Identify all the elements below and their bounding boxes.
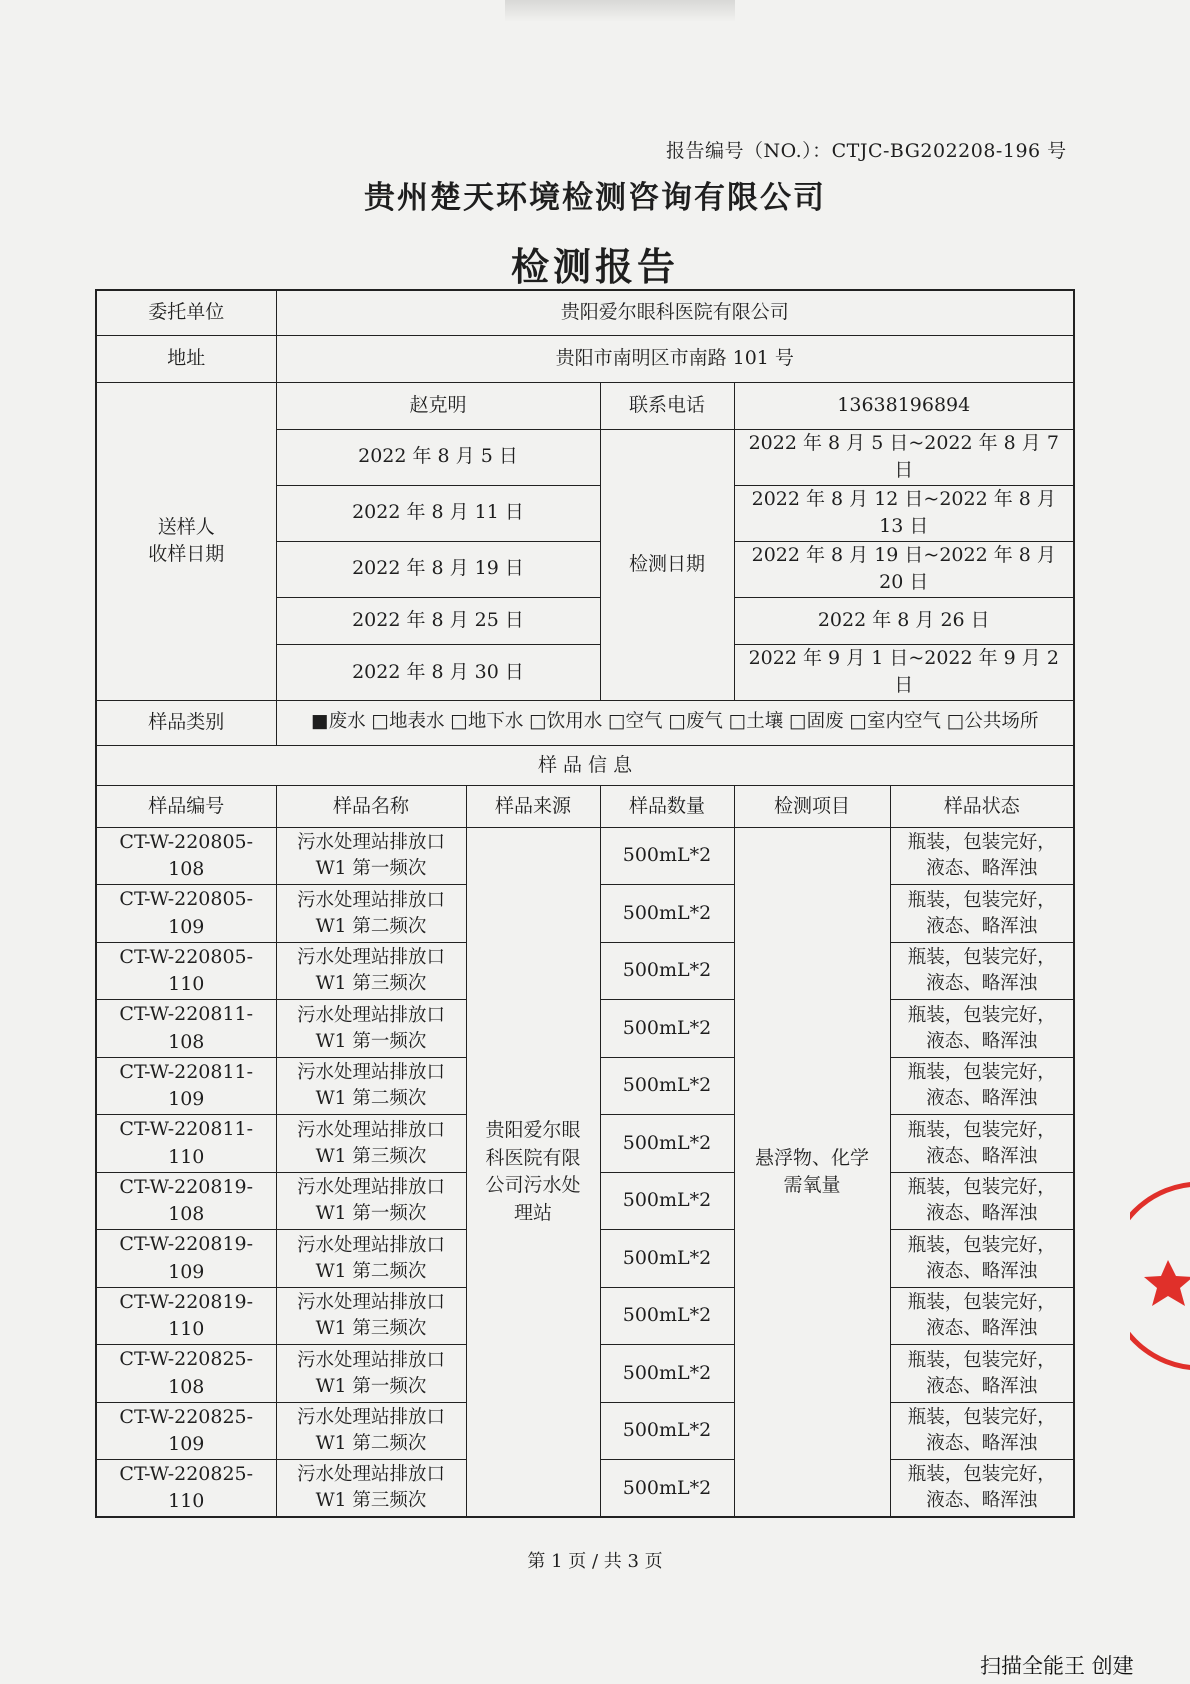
sample-state-line2: 液态、略浑浊 xyxy=(926,1318,1038,1340)
sample-state-line1: 瓶装，包装完好， xyxy=(907,1349,1056,1371)
sample-name-line2: W1 第二频次 xyxy=(315,1088,427,1110)
sample-name xyxy=(276,827,466,885)
sample-name-line2: W1 第三频次 xyxy=(315,1490,427,1512)
sample-qty: 500mL*2 xyxy=(600,1402,734,1460)
sample-state xyxy=(890,1402,1074,1460)
sample-state-line2: 液态、略浑浊 xyxy=(926,1490,1038,1512)
sample-state-line2: 液态、略浑浊 xyxy=(926,1203,1038,1225)
phone-label: 联系电话 xyxy=(600,382,734,429)
client-label: 委托单位 xyxy=(96,290,276,335)
sample-name xyxy=(276,885,466,943)
sample-source: 贵阳爱尔眼科医院有限公司污水处理站 xyxy=(466,827,600,1517)
header-sample-qty: 样品数量 xyxy=(600,785,734,827)
header-test-items: 检测项目 xyxy=(734,785,890,827)
sample-name-line1: 污水处理站排放口 xyxy=(296,1119,445,1141)
sample-id: CT-W-220819-110 xyxy=(96,1287,276,1345)
header-sample-name: 样品名称 xyxy=(276,785,466,827)
sample-name-line1: 污水处理站排放口 xyxy=(296,1234,445,1256)
sample-id: CT-W-220819-108 xyxy=(96,1172,276,1230)
sample-name-line1: 污水处理站排放口 xyxy=(296,1292,445,1314)
sender-label-line2: 收样日期 xyxy=(148,543,225,566)
receive-date: 2022 年 8 月 25 日 xyxy=(276,597,600,644)
document-title: 检测报告 xyxy=(510,244,679,289)
receive-date: 2022 年 8 月 11 日 xyxy=(276,485,600,541)
sample-state xyxy=(890,827,1074,885)
phone-value: 13638196894 xyxy=(734,382,1074,429)
sample-name xyxy=(276,1057,466,1115)
sample-id: CT-W-220805-110 xyxy=(96,942,276,1000)
sample-state xyxy=(890,885,1074,943)
sender-row xyxy=(96,382,1074,429)
sample-qty: 500mL*2 xyxy=(600,885,734,943)
sample-name xyxy=(276,1115,466,1173)
sample-state-line2: 液态、略浑浊 xyxy=(926,973,1038,995)
detect-date: 2022 年 9 月 1 日~2022 年 9 月 2 日 xyxy=(734,644,1074,700)
sample-state-line1: 瓶装，包装完好， xyxy=(907,1292,1056,1314)
sample-state xyxy=(890,1345,1074,1403)
detect-date: 2022 年 8 月 26 日 xyxy=(734,597,1074,644)
sample-state-line1: 瓶装，包装完好， xyxy=(907,1234,1056,1256)
sample-state-line2: 液态、略浑浊 xyxy=(926,1088,1038,1110)
sample-state-line2: 液态、略浑浊 xyxy=(926,1375,1038,1397)
sample-name-line2: W1 第一频次 xyxy=(315,1203,427,1225)
sample-name-line2: W1 第二频次 xyxy=(315,1260,427,1282)
sample-state-line1: 瓶装，包装完好， xyxy=(907,1177,1056,1199)
sample-name-line2: W1 第一频次 xyxy=(315,858,427,880)
receive-date: 2022 年 8 月 19 日 xyxy=(276,541,600,597)
sample-state-line1: 瓶装，包装完好， xyxy=(907,1407,1056,1429)
address-row xyxy=(96,335,1074,382)
sample-name-line2: W1 第三频次 xyxy=(315,1145,427,1167)
sender-label-line1: 送样人 xyxy=(157,515,215,538)
sample-name xyxy=(276,1460,466,1518)
header-sample-state: 样品状态 xyxy=(890,785,1074,827)
sample-state xyxy=(890,1172,1074,1230)
sender-label xyxy=(96,382,276,700)
sample-qty: 500mL*2 xyxy=(600,1000,734,1058)
sample-name-line2: W1 第二频次 xyxy=(315,915,427,937)
company-name: 贵州楚天环境检测咨询有限公司 xyxy=(364,180,826,216)
sample-state-line1: 瓶装，包装完好， xyxy=(907,1004,1056,1026)
category-value: ■废水 □地表水 □地下水 □饮用水 □空气 □废气 □土壤 □固废 □室内空气 □公共场所 xyxy=(276,700,1074,745)
sample-name-line2: W1 第一频次 xyxy=(315,1030,427,1052)
sample-qty: 500mL*2 xyxy=(600,1287,734,1345)
client-value: 贵阳爱尔眼科医院有限公司 xyxy=(276,290,1074,335)
sample-qty: 500mL*2 xyxy=(600,1057,734,1115)
sample-header-row xyxy=(96,785,1074,827)
sample-name-line1: 污水处理站排放口 xyxy=(296,889,445,911)
client-row xyxy=(96,290,1074,335)
sample-state-line1: 瓶装，包装完好， xyxy=(907,1119,1056,1141)
test-items: 悬浮物、化学需氧量 xyxy=(734,827,890,1517)
header-sample-id: 样品编号 xyxy=(96,785,276,827)
category-row xyxy=(96,700,1074,745)
sample-state xyxy=(890,1460,1074,1518)
sample-id: CT-W-220805-108 xyxy=(96,827,276,885)
receive-date: 2022 年 8 月 30 日 xyxy=(276,644,600,700)
sample-qty: 500mL*2 xyxy=(600,827,734,885)
detect-date: 2022 年 8 月 5 日~2022 年 8 月 7 日 xyxy=(734,429,1074,485)
sample-qty: 500mL*2 xyxy=(600,1345,734,1403)
sample-qty: 500mL*2 xyxy=(600,1230,734,1288)
sample-qty: 500mL*2 xyxy=(600,942,734,1000)
sample-id: CT-W-220825-109 xyxy=(96,1402,276,1460)
sample-id: CT-W-220825-108 xyxy=(96,1345,276,1403)
sample-name-line1: 污水处理站排放口 xyxy=(296,1177,445,1199)
sample-name-line2: W1 第三频次 xyxy=(315,973,427,995)
sample-qty: 500mL*2 xyxy=(600,1460,734,1518)
sample-state xyxy=(890,1000,1074,1058)
sample-name-line1: 污水处理站排放口 xyxy=(296,832,445,854)
sample-name xyxy=(276,1172,466,1230)
sample-state-line2: 液态、略浑浊 xyxy=(926,915,1038,937)
detect-date-label: 检测日期 xyxy=(600,429,734,700)
page-number: 第 1 页 / 共 3 页 xyxy=(527,1551,663,1572)
sample-state-line2: 液态、略浑浊 xyxy=(926,1260,1038,1282)
scan-shadow xyxy=(505,0,735,22)
sample-row xyxy=(96,827,1074,885)
sample-name xyxy=(276,1000,466,1058)
receive-date: 2022 年 8 月 5 日 xyxy=(276,429,600,485)
sender-name: 赵克明 xyxy=(276,382,600,429)
sample-name-line1: 污水处理站排放口 xyxy=(296,1349,445,1371)
sample-id: CT-W-220811-110 xyxy=(96,1115,276,1173)
sample-state xyxy=(890,1230,1074,1288)
sample-name xyxy=(276,942,466,1000)
sample-name-line2: W1 第三频次 xyxy=(315,1318,427,1340)
sample-info-title-row xyxy=(96,745,1074,785)
sample-name-line1: 污水处理站排放口 xyxy=(296,1407,445,1429)
sample-name-line2: W1 第二频次 xyxy=(315,1433,427,1455)
sample-state xyxy=(890,1287,1074,1345)
sample-state-line1: 瓶装，包装完好， xyxy=(907,947,1056,969)
sample-name-line1: 污水处理站排放口 xyxy=(296,947,445,969)
sample-state xyxy=(890,1057,1074,1115)
sample-info-title: 样 品 信 息 xyxy=(96,745,1074,785)
report-table xyxy=(95,289,1075,1518)
sample-id: CT-W-220811-108 xyxy=(96,1000,276,1058)
sample-id: CT-W-220825-110 xyxy=(96,1460,276,1518)
sample-state-line2: 液态、略浑浊 xyxy=(926,1433,1038,1455)
sample-state-line2: 液态、略浑浊 xyxy=(926,1145,1038,1167)
sample-qty: 500mL*2 xyxy=(600,1172,734,1230)
scanner-watermark: 扫描全能王 创建 xyxy=(980,1654,1134,1678)
header-sample-source: 样品来源 xyxy=(466,785,600,827)
sample-id: CT-W-220819-109 xyxy=(96,1230,276,1288)
sample-id: CT-W-220805-109 xyxy=(96,885,276,943)
red-seal-stamp xyxy=(1130,1176,1190,1376)
detect-date: 2022 年 8 月 19 日~2022 年 8 月 20 日 xyxy=(734,541,1074,597)
report-number: 报告编号（NO.）：CTJC-BG202208-196 号 xyxy=(666,140,1067,162)
address-value: 贵阳市南明区市南路 101 号 xyxy=(276,335,1074,382)
sample-state-line1: 瓶装，包装完好， xyxy=(907,1464,1056,1486)
sample-state-line2: 液态、略浑浊 xyxy=(926,1030,1038,1052)
detect-date: 2022 年 8 月 12 日~2022 年 8 月 13 日 xyxy=(734,485,1074,541)
sample-qty: 500mL*2 xyxy=(600,1115,734,1173)
sample-name xyxy=(276,1402,466,1460)
address-label: 地址 xyxy=(96,335,276,382)
sample-state xyxy=(890,942,1074,1000)
sample-name xyxy=(276,1345,466,1403)
sample-state-line1: 瓶装，包装完好， xyxy=(907,832,1056,854)
sample-name-line1: 污水处理站排放口 xyxy=(296,1004,445,1026)
sample-state-line1: 瓶装，包装完好， xyxy=(907,1062,1056,1084)
sample-state xyxy=(890,1115,1074,1173)
sample-name xyxy=(276,1287,466,1345)
sample-name-line1: 污水处理站排放口 xyxy=(296,1464,445,1486)
sample-name-line1: 污水处理站排放口 xyxy=(296,1062,445,1084)
sample-state-line1: 瓶装，包装完好， xyxy=(907,889,1056,911)
sample-name xyxy=(276,1230,466,1288)
sample-state-line2: 液态、略浑浊 xyxy=(926,858,1038,880)
sample-name-line2: W1 第一频次 xyxy=(315,1375,427,1397)
sample-rows xyxy=(96,827,1074,1517)
sample-id: CT-W-220811-109 xyxy=(96,1057,276,1115)
category-label: 样品类别 xyxy=(96,700,276,745)
